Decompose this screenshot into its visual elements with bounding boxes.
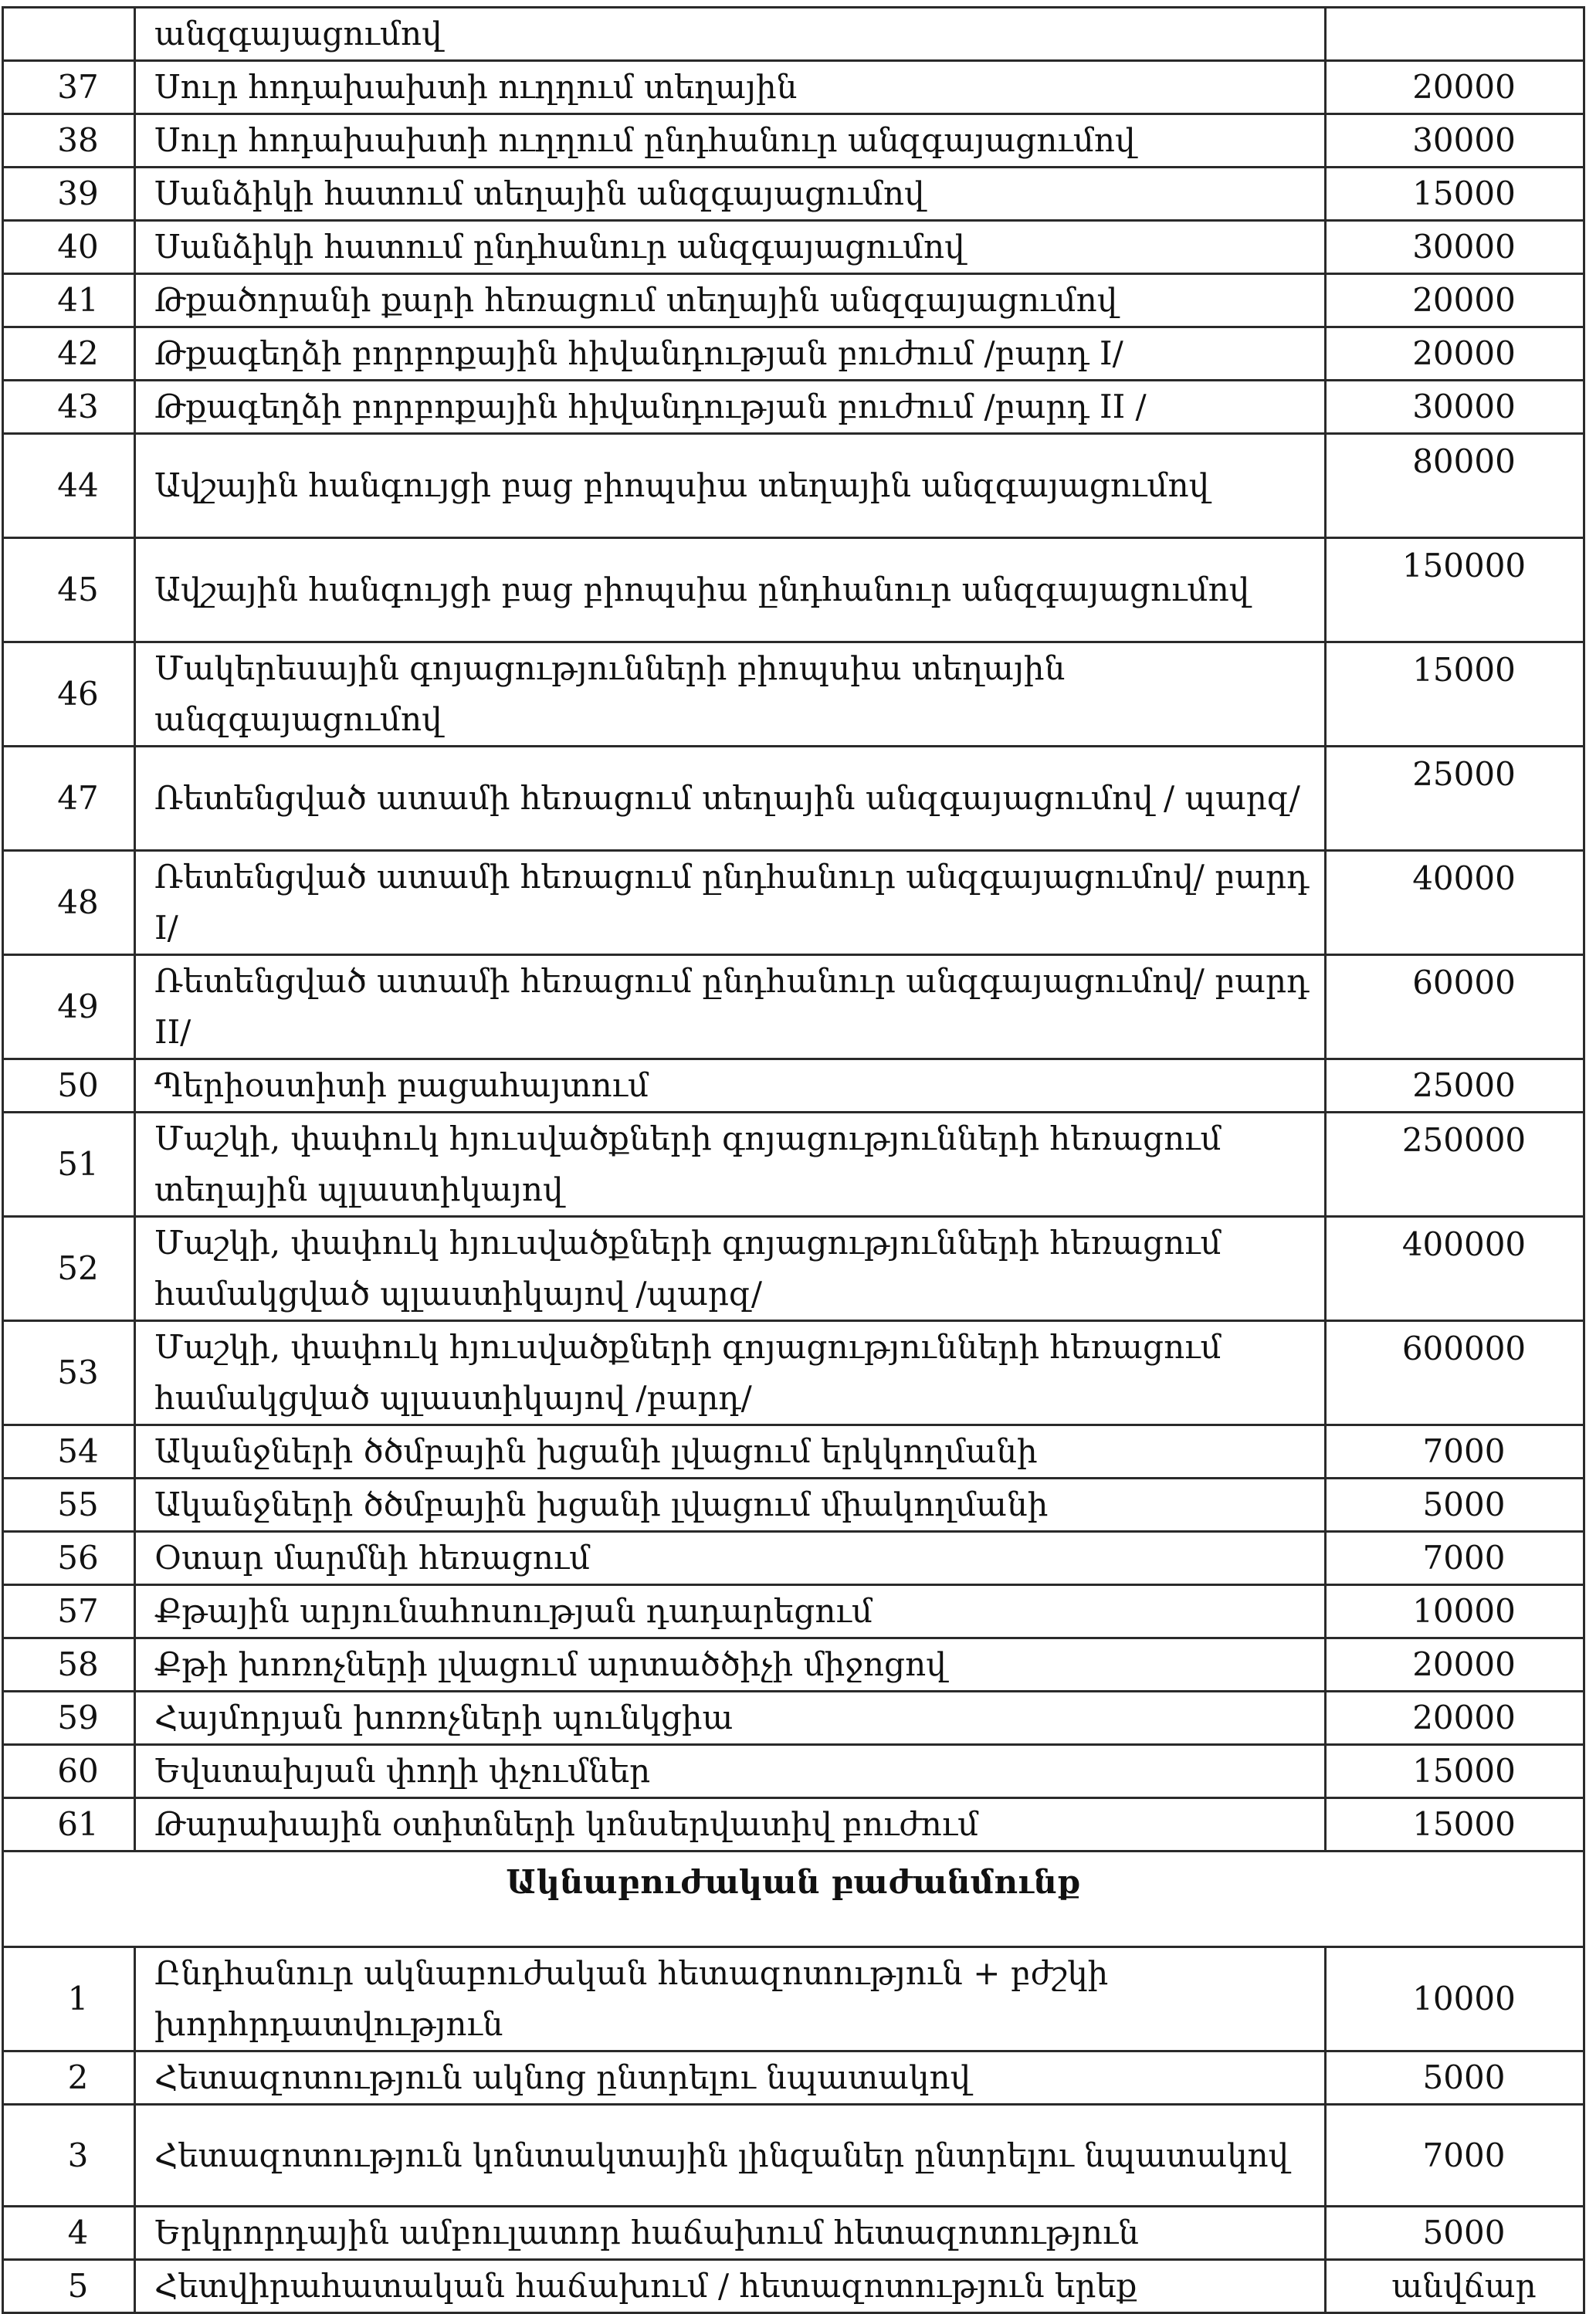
service-price: 250000 xyxy=(1326,1113,1584,1217)
service-price: 15000 xyxy=(1326,642,1584,747)
price-list-table xyxy=(2,6,1585,2314)
service-description: Երկրորդային ամբուլատոր հաճախում հետազոտություն xyxy=(135,2207,1326,2260)
row-number xyxy=(3,8,135,61)
row-number: 5 xyxy=(3,2260,135,2313)
row-number: 56 xyxy=(3,1532,135,1585)
table-row xyxy=(3,642,1584,747)
service-price: 20000 xyxy=(1326,274,1584,327)
service-price: 20000 xyxy=(1326,1638,1584,1692)
table-row xyxy=(3,1947,1584,2051)
table-row xyxy=(3,2207,1584,2260)
service-description: անզգայացումով xyxy=(135,8,1326,61)
table-row xyxy=(3,1059,1584,1113)
row-number: 37 xyxy=(3,61,135,114)
service-price: 30000 xyxy=(1326,221,1584,274)
service-description: Սանձիկի հատում ընդհանուր անզգայացումով xyxy=(135,221,1326,274)
table-row xyxy=(3,1425,1584,1479)
section-heading: Ակնաբուժական բաժանմունք xyxy=(3,1852,1584,1947)
service-description: Ականջների ծծմբային խցանի լվացում երկկողմանի xyxy=(135,1425,1326,1479)
service-price: 5000 xyxy=(1326,1479,1584,1532)
table-row xyxy=(3,327,1584,381)
table-row xyxy=(3,2105,1584,2207)
service-description: Մաշկի, փափուկ հյուսվածքների գոյացությունների հեռացում տեղային պլաստիկայով xyxy=(135,1113,1326,1217)
row-number: 43 xyxy=(3,381,135,434)
table-row xyxy=(3,851,1584,955)
row-number: 2 xyxy=(3,2051,135,2105)
service-price xyxy=(1326,8,1584,61)
service-description: Մակերեսային գոյացությունների բիոպսիա տեղային անզգայացումով xyxy=(135,642,1326,747)
service-price: 10000 xyxy=(1326,1585,1584,1638)
table-row xyxy=(3,434,1584,538)
service-description: Հետվիրահատական հաճախում / հետազոտություն երեք xyxy=(135,2260,1326,2313)
table-row xyxy=(3,61,1584,114)
service-description: Հետազոտություն կոնտակտային լինզաներ ընտրելու նպատակով xyxy=(135,2105,1326,2207)
service-description: Ռետենցված ատամի հեռացում ընդհանուր անզգայացումով/ բարդ II/ xyxy=(135,955,1326,1059)
table-row xyxy=(3,1692,1584,1745)
service-price: 20000 xyxy=(1326,61,1584,114)
row-number: 50 xyxy=(3,1059,135,1113)
table-row xyxy=(3,1479,1584,1532)
row-number: 47 xyxy=(3,747,135,851)
service-price: 7000 xyxy=(1326,1425,1584,1479)
service-price: 20000 xyxy=(1326,327,1584,381)
row-number: 58 xyxy=(3,1638,135,1692)
table-row xyxy=(3,2260,1584,2313)
row-number: 51 xyxy=(3,1113,135,1217)
service-price: 15000 xyxy=(1326,1745,1584,1798)
service-price: 600000 xyxy=(1326,1321,1584,1425)
table-row xyxy=(3,1638,1584,1692)
service-price: 20000 xyxy=(1326,1692,1584,1745)
table-row xyxy=(3,114,1584,168)
service-description: Մաշկի, փափուկ հյուսվածքների գոյացությունների հեռացում համակցված պլաստիկայով /պարզ/ xyxy=(135,1217,1326,1321)
table-row xyxy=(3,8,1584,61)
table-row xyxy=(3,538,1584,642)
row-number: 52 xyxy=(3,1217,135,1321)
row-number: 42 xyxy=(3,327,135,381)
table-row xyxy=(3,1217,1584,1321)
service-description: Թարախային օտիտների կոնսերվատիվ բուժում xyxy=(135,1798,1326,1852)
service-description: Սանձիկի հատում տեղային անզգայացումով xyxy=(135,168,1326,221)
service-description: Ավշային հանգույցի բաց բիոպսիա ընդհանուր անզգայացումով xyxy=(135,538,1326,642)
service-description: Թքածորանի քարի հեռացում տեղային անզգայացումով xyxy=(135,274,1326,327)
table-row xyxy=(3,747,1584,851)
service-description: Թքագեղձի բորբոքային հիվանդության բուժում /բարդ II / xyxy=(135,381,1326,434)
service-price: 30000 xyxy=(1326,381,1584,434)
service-description: Պերիօստիտի բացահայտում xyxy=(135,1059,1326,1113)
service-description: Ռետենցված ատամի հեռացում ընդհանուր անզգայացումով/ բարդ I/ xyxy=(135,851,1326,955)
table-row xyxy=(3,2051,1584,2105)
table-row xyxy=(3,381,1584,434)
row-number: 49 xyxy=(3,955,135,1059)
table-row xyxy=(3,955,1584,1059)
service-price: 150000 xyxy=(1326,538,1584,642)
table-row xyxy=(3,274,1584,327)
service-description: Հետազոտություն ակնոց ընտրելու նպատակով xyxy=(135,2051,1326,2105)
service-price: 15000 xyxy=(1326,1798,1584,1852)
table-row xyxy=(3,1321,1584,1425)
service-description: Թքագեղձի բորբոքային հիվանդության բուժում /բարդ I/ xyxy=(135,327,1326,381)
row-number: 40 xyxy=(3,221,135,274)
table-row xyxy=(3,1745,1584,1798)
row-number: 60 xyxy=(3,1745,135,1798)
service-price: 5000 xyxy=(1326,2207,1584,2260)
row-number: 3 xyxy=(3,2105,135,2207)
service-price: 25000 xyxy=(1326,747,1584,851)
row-number: 55 xyxy=(3,1479,135,1532)
service-price: 7000 xyxy=(1326,2105,1584,2207)
service-description: Սուր հոդախախտի ուղղում տեղային xyxy=(135,61,1326,114)
service-price: անվճար xyxy=(1326,2260,1584,2313)
service-price: 5000 xyxy=(1326,2051,1584,2105)
row-number: 53 xyxy=(3,1321,135,1425)
row-number: 46 xyxy=(3,642,135,747)
service-description: Ընդհանուր ակնաբուժական հետազոտություն + բժշկի խորհրդատվություն xyxy=(135,1947,1326,2051)
row-number: 57 xyxy=(3,1585,135,1638)
service-description: Ականջների ծծմբային խցանի լվացում միակողմանի xyxy=(135,1479,1326,1532)
row-number: 4 xyxy=(3,2207,135,2260)
row-number: 1 xyxy=(3,1947,135,2051)
service-description: Մաշկի, փափուկ հյուսվածքների գոյացությունների հեռացում համակցված պլաստիկայով /բարդ/ xyxy=(135,1321,1326,1425)
row-number: 44 xyxy=(3,434,135,538)
service-description: Ավշային հանգույցի բաց բիոպսիա տեղային անզգայացումով xyxy=(135,434,1326,538)
table-row xyxy=(3,168,1584,221)
service-price: 80000 xyxy=(1326,434,1584,538)
row-number: 59 xyxy=(3,1692,135,1745)
service-description: Քթային արյունահոսության դադարեցում xyxy=(135,1585,1326,1638)
service-price: 60000 xyxy=(1326,955,1584,1059)
section-heading-row xyxy=(3,1852,1584,1947)
row-number: 39 xyxy=(3,168,135,221)
row-number: 38 xyxy=(3,114,135,168)
row-number: 41 xyxy=(3,274,135,327)
row-number: 45 xyxy=(3,538,135,642)
service-price: 40000 xyxy=(1326,851,1584,955)
row-number: 48 xyxy=(3,851,135,955)
service-description: Օտար մարմնի հեռացում xyxy=(135,1532,1326,1585)
service-description: Ռետենցված ատամի հեռացում տեղային անզգայացումով / պարզ/ xyxy=(135,747,1326,851)
service-description: Սուր հոդախախտի ուղղում ընդհանուր անզգայացումով xyxy=(135,114,1326,168)
table-row xyxy=(3,1585,1584,1638)
table-row xyxy=(3,1798,1584,1852)
table-row xyxy=(3,221,1584,274)
service-description: Եվստախյան փողի փչումներ xyxy=(135,1745,1326,1798)
service-price: 30000 xyxy=(1326,114,1584,168)
service-description: Քթի խոռոչների լվացում արտածծիչի միջոցով xyxy=(135,1638,1326,1692)
service-description: Հայմորյան խոռոչների պունկցիա xyxy=(135,1692,1326,1745)
table-row xyxy=(3,1113,1584,1217)
service-price: 7000 xyxy=(1326,1532,1584,1585)
row-number: 61 xyxy=(3,1798,135,1852)
service-price: 15000 xyxy=(1326,168,1584,221)
service-price: 25000 xyxy=(1326,1059,1584,1113)
service-price: 400000 xyxy=(1326,1217,1584,1321)
row-number: 54 xyxy=(3,1425,135,1479)
table-row xyxy=(3,1532,1584,1585)
service-price: 10000 xyxy=(1326,1947,1584,2051)
